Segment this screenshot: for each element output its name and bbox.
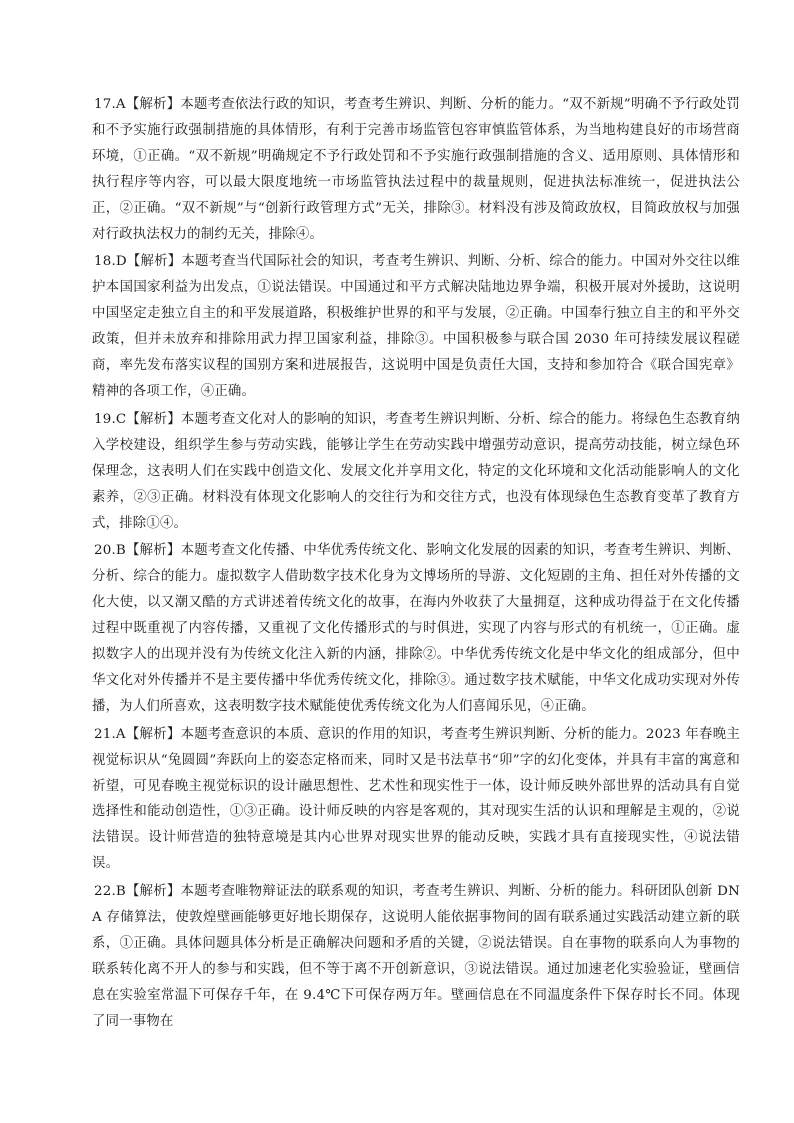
answer-22-explanation: 22.B【解析】本题考查唯物辩证法的联系观的知识，考查考生辨识、判断、分析的能力。科研团队创新 DNA 存储算法，使敦煌壁画能够更好地长期保存，这说明人能依据事物间的固有联系通过实践活动建立新的联系，①正确。具体问题具体分析是正确解决问题和矛盾的关键，②说法错误。自在事物的联系向人为事物的联系转化离不开人的参与和实践，但不等于离不开创新意识，③说法错误。通过加速老化实验验证，壁画信息在实验室常温下可保存千年，在 9.4℃下可保存两万年。壁画信息在不同温度条件下保存时长不同。体现了同一事物在 bbox=[92, 884, 740, 1029]
answer-17-explanation: 17.A【解析】本题考查依法行政的知识，考查考生辨识、判断、分析的能力。“双不新规”明确不予行政处罚和不予实施行政强制措施的具体情形，有利于完善市场监管包容审慎监管体系，为当地构建良好的市场营商环境，①正确。“双不新规”明确规定不予行政处罚和不予实施行政强制措施的含义、适用原则、具体情形和执行程序等内容，可以最大限度地统一市场监管执法过程中的裁量规则，促进执法标准统一，促进执法公正，②正确。“双不新规”与“创新行政管理方式”无关，排除③。材料没有涉及简政放权，目简政放权与加强对行政执法权力的制约无关，排除④。 bbox=[92, 97, 740, 242]
answer-20-explanation: 20.B【解析】本题考查文化传播、中华优秀传统文化、影响文化发展的因素的知识，考查考生辨识、判断、分析、综合的能力。虚拟数字人借助数字技术化身为文博场所的导游、文化短剧的主角、担任对外传播的文化大使，以又潮又酷的方式讲述着传统文化的故事，在海内外收获了大量拥趸，这种成功得益于在文化传播过程中既重视了内容传播，又重视了文化传播形式的与时俱进，实现了内容与形式的有机统一，①正确。虚拟数字人的出现并没有为传统文化注入新的内涵，排除②。中华优秀传统文化是中华文化的组成部分，但中华文化对外传播并不是主要传播中华优秀传统文化，排除③。通过数字技术赋能，中华文化成功实现对外传播，为人们所喜欢，这表明数字技术赋能使优秀传统文化为人们喜闻乐见，④正确。 bbox=[92, 543, 740, 714]
answer-19-explanation: 19.C【解析】本题考查文化对人的影响的知识，考查考生辨识判断、分析、综合的能力。将绿色生态教育纳入学校建设，组织学生参与劳动实践，能够让学生在劳动实践中增强劳动意识，提高劳动技能，树立绿色环保理念，这表明人们在实践中创造文化、发展文化并享用文化，特定的文化环境和文化活动能影响人的文化素养，②③正确。材料没有体现文化影响人的交往行为和交往方式，也没有体现绿色生态教育变革了教育方式，排除①④。 bbox=[92, 411, 740, 531]
answer-18-explanation: 18.D【解析】本题考查当代国际社会的知识，考查考生辨识、判断、分析、综合的能力。中国对外交往以维护本国国家利益为出发点，①说法错误。中国通过和平方式解决陆地边界争端，积极开展对外援助，这说明中国坚定走独立自主的和平发展道路，积极维护世界的和平与发展，②正确。中国奉行独立自主的和平外交政策，但并未放弃和排除用武力捍卫国家利益，排除③。中国积极参与联合国 2030 年可持续发展议程磋商，率先发布落实议程的国别方案和进展报告，这说明中国是负责任大国，支持和参加符合《联合国宪章》精神的各项工作，④正确。 bbox=[92, 254, 740, 399]
document-page bbox=[92, 92, 740, 1037]
answer-21-explanation: 21.A【解析】本题考查意识的本质、意识的作用的知识，考查考生辨识判断、分析的能力。2023 年春晚主视觉标识从“兔圆圆”奔跃向上的姿态定格而来，同时又是书法草书“卯”字的幻化变体，并具有丰富的寓意和祈望，可见春晚主视觉标识的设计融思想性、艺术性和现实性于一体，设计师反映外部世界的活动具有自觉选择性和能动创造性，①③正确。设计师反映的内容是客观的，其对现实生活的认识和理解是主观的，②说法错误。设计师营造的独特意境是其内心世界对现实世界的能动反映，实践才具有直接现实性，④说法错误。 bbox=[92, 726, 740, 872]
